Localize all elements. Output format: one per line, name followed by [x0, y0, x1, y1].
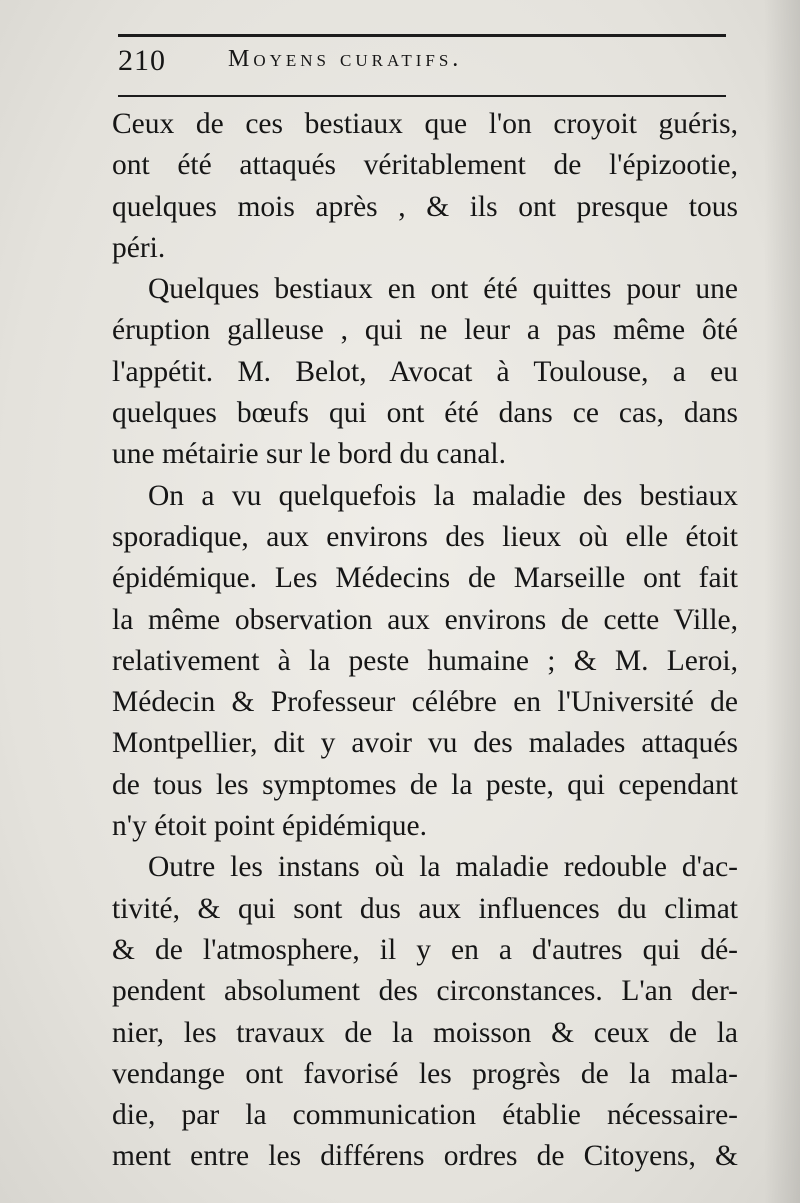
text-line: & de l'atmosphere, il y en a d'autres qui dé-	[112, 933, 738, 966]
text-line: une métairie sur le bord du canal.	[112, 438, 507, 471]
text-line: Médecin & Professeur célébre en l'Université de	[112, 686, 738, 719]
text-line: pendent absolument des circonstances. L'an der-	[112, 975, 738, 1008]
text-line: tivité, & qui sont dus aux influences du climat	[112, 892, 738, 925]
page-edge-shadow	[764, 0, 800, 1203]
text-line: de tous les symptomes de la peste, qui cependant	[112, 768, 738, 801]
text-line: relativement à la peste humaine ; & M. Leroi,	[112, 644, 738, 677]
text-line: Ceux de ces bestiaux que l'on croyoit guéris,	[112, 108, 738, 140]
running-head	[118, 44, 726, 84]
text-line: On a vu quelquefois la maladie des bestiaux	[148, 479, 738, 512]
body-text	[112, 104, 738, 1178]
text-line: quelques bœufs qui ont été dans ce cas, dans	[112, 397, 738, 430]
text-line: Montpellier, dit y avoir vu des malades attaqués	[112, 727, 738, 760]
running-title: Moyens curatifs.	[228, 46, 463, 72]
text-line: Quelques bestiaux en ont été quittes pour une	[148, 273, 738, 306]
page-number: 210	[118, 44, 166, 77]
text-line: ment entre les différens ordres de Citoyens, &	[112, 1140, 738, 1173]
text-line: la même observation aux environs de cette Ville,	[112, 603, 738, 636]
text-line: n'y étoit point épidémique.	[112, 810, 428, 843]
text-line: épidémique. Les Médecins de Marseille ont fait	[112, 562, 738, 595]
text-line: ont été attaqués véritablement de l'épizootie,	[112, 149, 738, 182]
text-line: l'appétit. M. Belot, Avocat à Toulouse, a eu	[112, 355, 738, 388]
header-rule-top	[118, 34, 726, 37]
text-line: sporadique, aux environs des lieux où elle étoit	[112, 520, 738, 553]
text-line: nier, les travaux de la moisson & ceux de la	[112, 1016, 738, 1049]
text-line: vendange ont favorisé les progrès de la mala-	[112, 1057, 738, 1090]
text-line: die, par la communication établie nécessaire-	[112, 1099, 738, 1132]
text-line: quelques mois après , & ils ont presque tous	[112, 190, 738, 223]
text-line: péri.	[112, 231, 166, 264]
text-line: éruption galleuse , qui ne leur a pas même ôté	[112, 314, 738, 347]
text-line: Outre les instans où la maladie redouble d'ac-	[148, 851, 738, 884]
header-rule-bottom	[118, 95, 726, 97]
